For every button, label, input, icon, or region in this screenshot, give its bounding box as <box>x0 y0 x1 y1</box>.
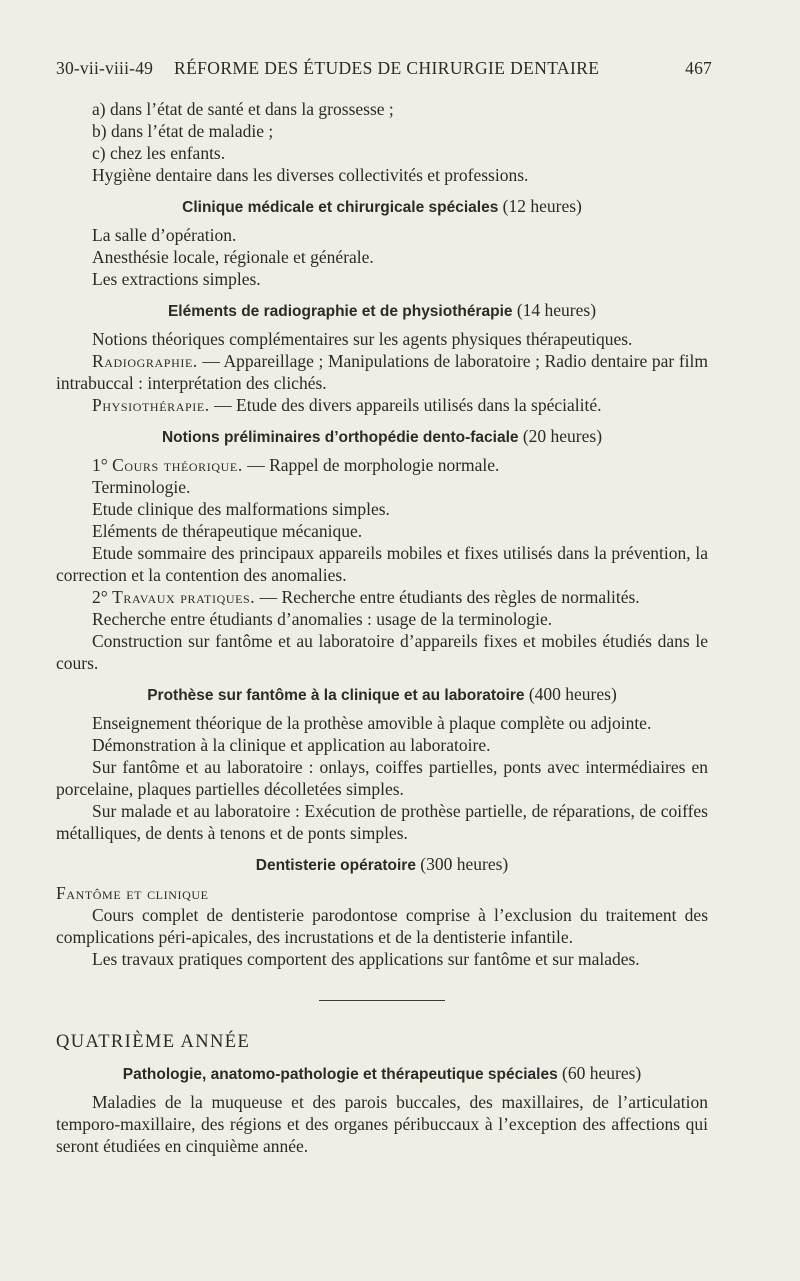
section-heading <box>56 425 708 449</box>
paragraph <box>56 350 708 394</box>
running-header <box>56 58 712 82</box>
paragraph-text: — Appareillage ; Manipulations de laboratoire ; Radio dentaire par film intrabuccal : interprétation des clichés. <box>56 351 708 393</box>
paragraph: Terminologie. <box>92 477 191 497</box>
paragraph-text: — Recherche entre étudiants des règles de normalités. <box>255 587 640 607</box>
section-hours: (20 heures) <box>522 426 603 446</box>
paragraph <box>56 454 708 476</box>
section-hours: (300 heures) <box>420 854 509 874</box>
ordinal: 2° <box>92 587 108 607</box>
section-heading <box>56 195 708 219</box>
header-title: RÉFORME DES ÉTUDES DE CHIRURGIE DENTAIRE <box>174 58 600 78</box>
paragraph: Eléments de thérapeutique mécanique. <box>92 521 363 541</box>
section-heading <box>56 683 708 707</box>
section-title: Clinique médicale et chirurgicale spéciales <box>182 199 499 216</box>
section-hours: (400 heures) <box>528 684 617 704</box>
paragraph: Etude clinique des malformations simples. <box>92 499 390 519</box>
paragraph: Les extractions simples. <box>92 269 261 289</box>
paragraph <box>56 394 708 416</box>
section-subtitle: Fantôme et clinique <box>56 883 209 903</box>
paragraph-text: — Etude des divers appareils utilisés dans la spécialité. <box>209 395 602 415</box>
paragraph: Les travaux pratiques comportent des applications sur fantôme et sur malades. <box>92 949 640 969</box>
section-hours: (14 heures) <box>516 300 597 320</box>
page-body <box>56 98 708 1157</box>
paragraph: Cours complet de dentisterie parodontose comprise à l’exclusion du traitement des complications péri-apicales, des incrustations et de la dentisterie infantile. <box>56 905 708 947</box>
paragraph: Maladies de la muqueuse et des parois buccales, des maxillaires, de l’articulation temporo-maxillaire, des régions et des organes péribuccaux à l’exception des affections qui seront étudiées en cinquième année. <box>56 1092 708 1156</box>
run-in-label: Travaux pratiques. <box>112 587 256 607</box>
section-title: Dentisterie opératoire <box>255 857 416 874</box>
paragraph: Sur fantôme et au laboratoire : onlays, coiffes partielles, ponts avec intermédiaires en porcelaine, plaques partielles décolletées simples. <box>56 757 708 799</box>
section-heading <box>56 853 708 877</box>
ordinal: 1° <box>92 455 108 475</box>
paragraph-text: — Rappel de morphologie normale. <box>242 455 500 475</box>
paragraph: Sur malade et au laboratoire : Exécution de prothèse partielle, de réparations, de coiffes métalliques, de dents à tenons et de ponts simples. <box>56 801 708 843</box>
year-heading: QUATRIÈME ANNÉE <box>56 1032 251 1052</box>
paragraph: Notions théoriques complémentaires sur les agents physiques thérapeutiques. <box>92 329 633 349</box>
section-heading <box>56 1062 708 1086</box>
paragraph: Etude sommaire des principaux appareils mobiles et fixes utilisés dans la prévention, la correction et la contention des anomalies. <box>56 543 708 585</box>
section-title: Prothèse sur fantôme à la clinique et au laboratoire <box>147 687 525 704</box>
paragraph <box>56 586 708 608</box>
list-item: b) dans l’état de maladie ; <box>92 121 274 141</box>
list-item: a) dans l’état de santé et dans la grossesse ; <box>92 99 394 119</box>
run-in-label: Physiothérapie. <box>92 395 210 415</box>
header-date: 30-vii-viii-49 <box>56 58 154 78</box>
paragraph: Recherche entre étudiants d’anomalies : usage de la terminologie. <box>92 609 553 629</box>
run-in-label: Cours théorique. <box>112 455 243 475</box>
paragraph: Construction sur fantôme et au laboratoire d’appareils fixes et mobiles étudiés dans le cours. <box>56 631 708 673</box>
run-in-label: Radiographie. <box>92 351 198 371</box>
section-title: Eléments de radiographie et de physiothérapie <box>167 303 513 320</box>
divider <box>319 1000 445 1001</box>
list-item: c) chez les enfants. <box>92 143 226 163</box>
section-hours: (12 heures) <box>502 196 582 216</box>
paragraph: Enseignement théorique de la prothèse amovible à plaque complète ou adjointe. <box>92 713 652 733</box>
paragraph: Hygiène dentaire dans les diverses collectivités et professions. <box>92 165 529 185</box>
paragraph: La salle d’opération. <box>92 225 237 245</box>
section-hours: (60 heures) <box>562 1063 642 1083</box>
section-title: Pathologie, anatomo-pathologie et thérapeutique spéciales <box>122 1066 558 1083</box>
paragraph: Anesthésie locale, régionale et générale. <box>92 247 374 267</box>
section-heading <box>56 299 708 323</box>
paragraph: Démonstration à la clinique et application au laboratoire. <box>92 735 491 755</box>
page-number: 467 <box>685 58 712 78</box>
section-title: Notions préliminaires d’orthopédie dento-faciale <box>161 429 519 446</box>
